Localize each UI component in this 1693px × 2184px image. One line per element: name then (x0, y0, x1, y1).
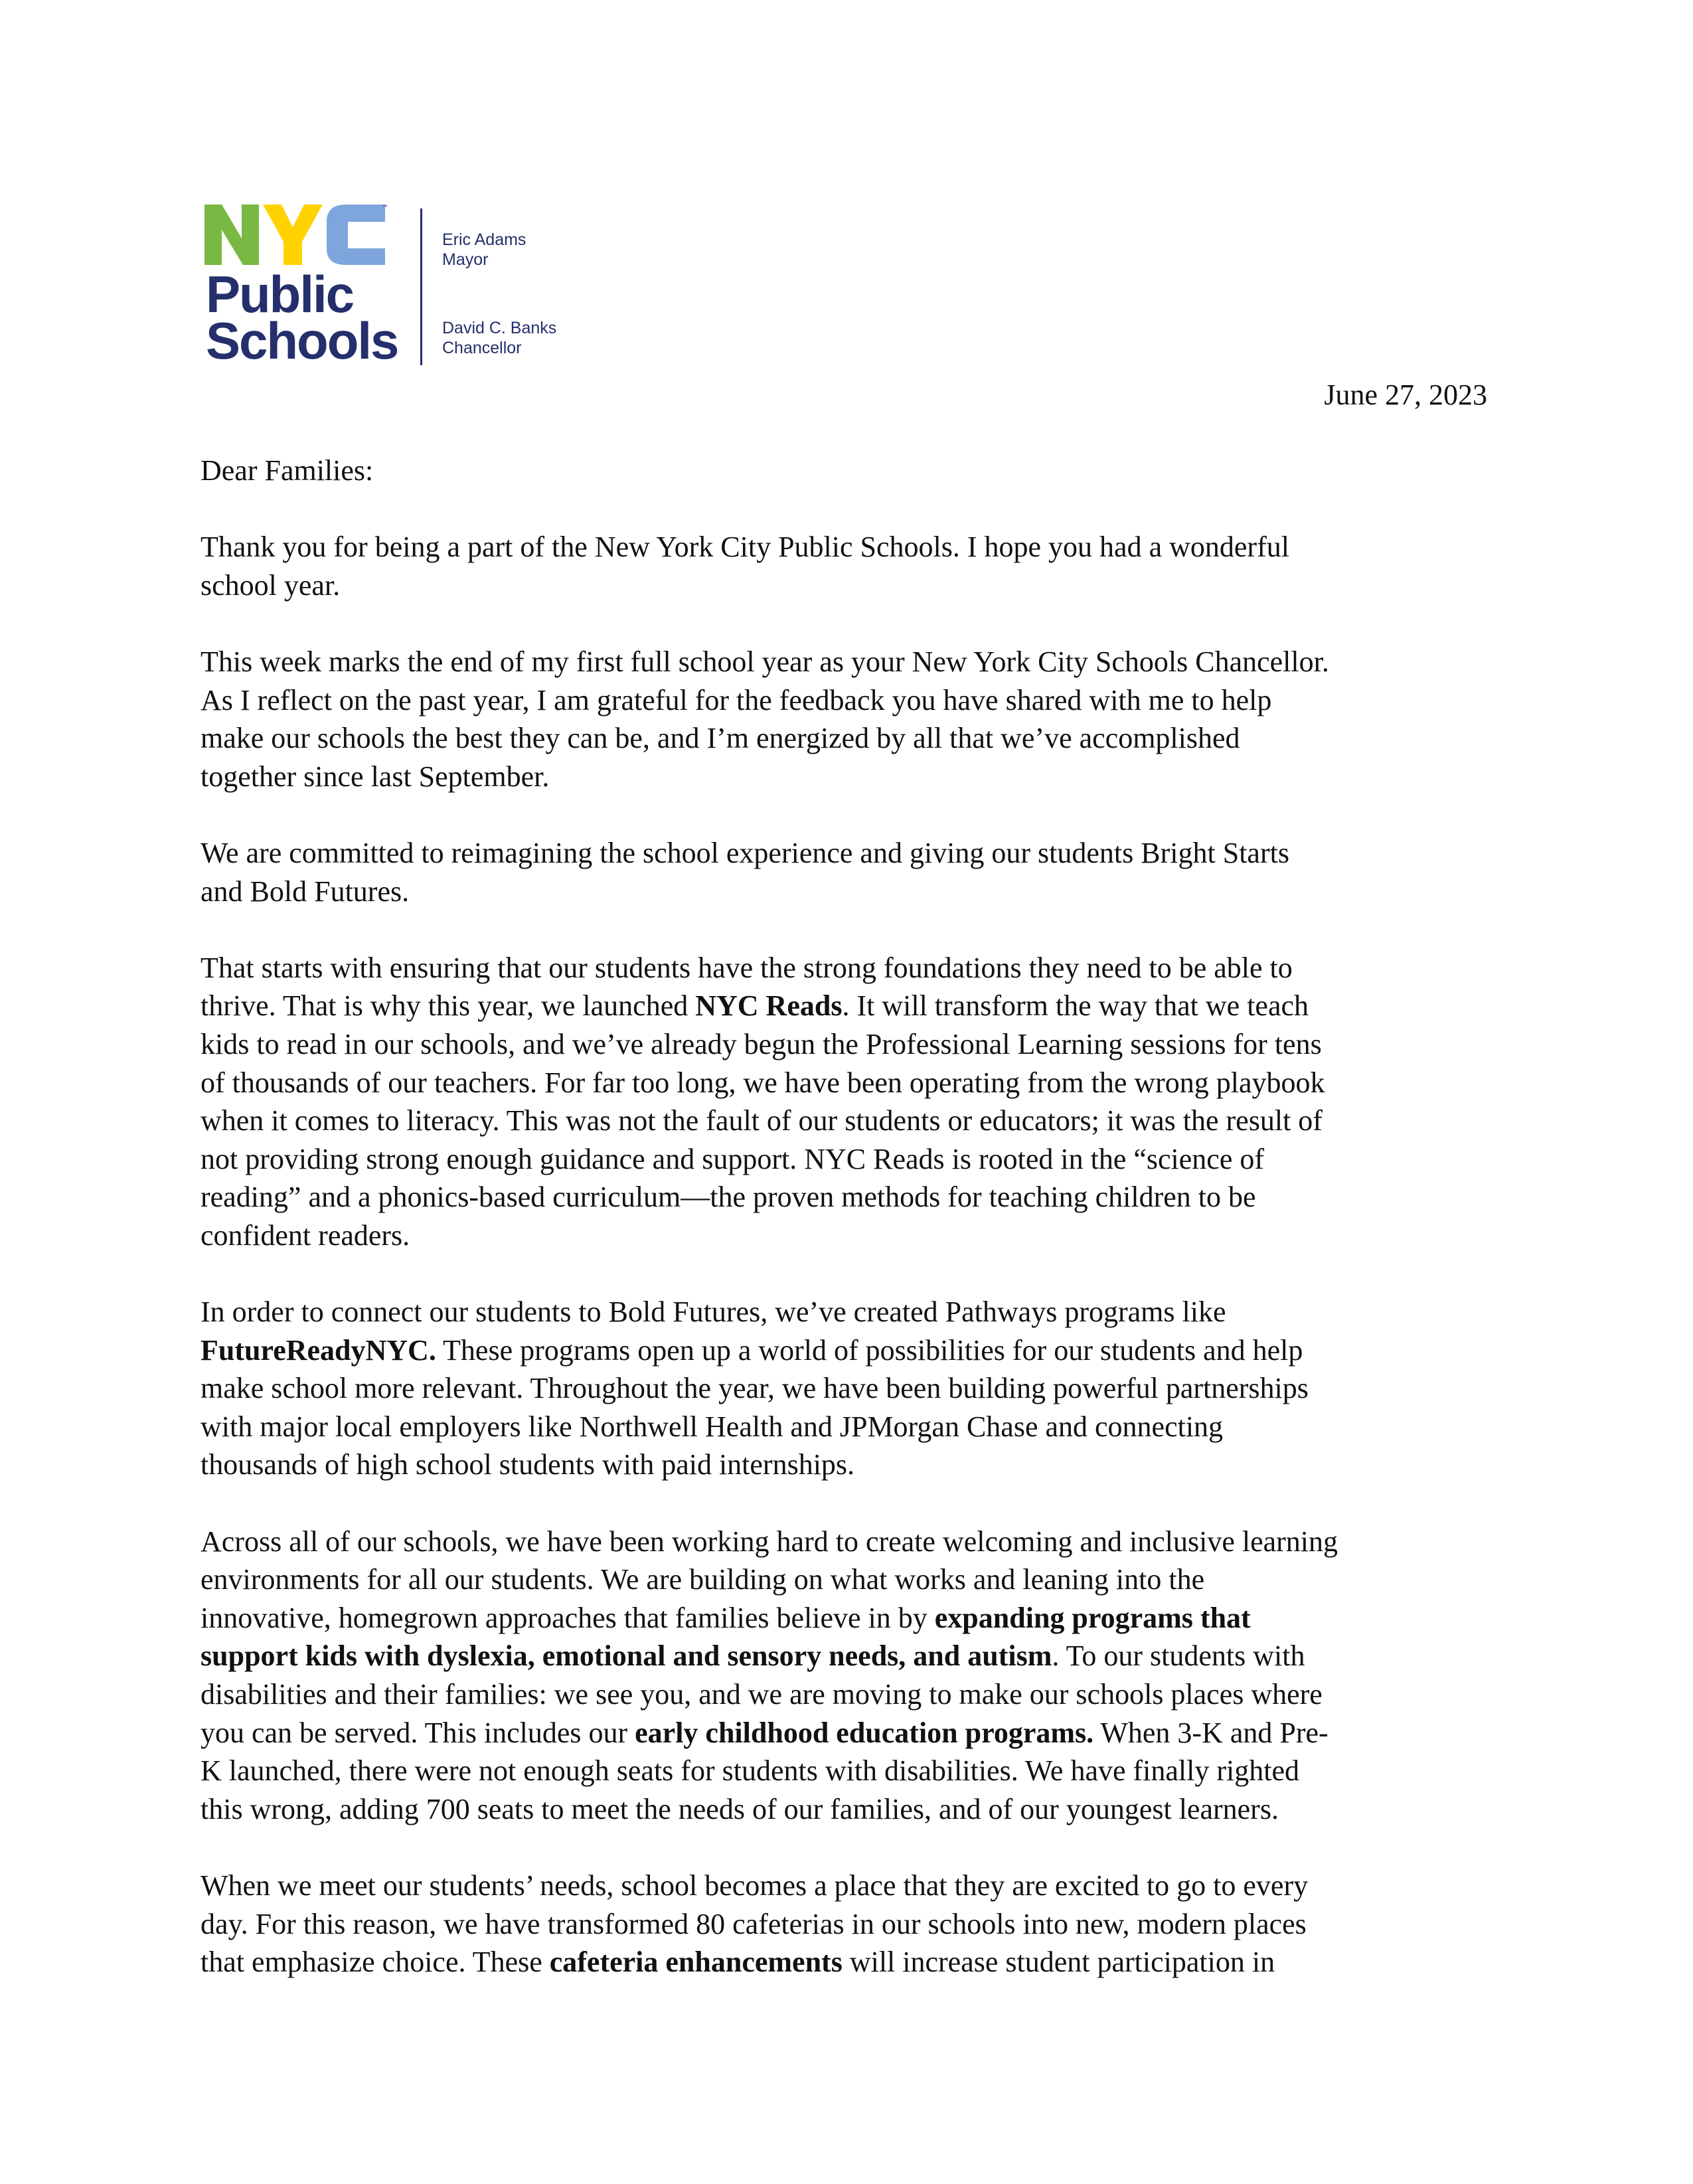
text-line (201, 1293, 1522, 1331)
text-segment: In order to connect our students to Bold Futures, we’ve created Pathways programs like (201, 1296, 1226, 1329)
bold-text: support kids with dyslexia, emotional and sensory needs, and autism (201, 1639, 1052, 1673)
bold-text: NYC Reads (695, 989, 843, 1023)
nyc-logo-icon (204, 202, 387, 268)
text-segment: reading” and a phonics-based curriculum—the proven methods for teaching children to be (201, 1181, 1256, 1214)
logo-schools-text: Schools (206, 311, 398, 370)
text-segment: together since last September. (201, 760, 550, 793)
paragraph (201, 1867, 1522, 1981)
text-segment: K launched, there were not enough seats for students with disabilities. We have finally righted (201, 1754, 1299, 1788)
text-line (201, 1560, 1522, 1599)
text-line (201, 1752, 1522, 1790)
bold-text: FutureReadyNYC. (201, 1333, 436, 1367)
text-line (201, 1408, 1522, 1446)
text-line (201, 834, 1522, 873)
bold-text: cafeteria enhancements (549, 1946, 843, 1979)
text-line (201, 1790, 1522, 1829)
text-segment: Thank you for being a part of the New York City Public Schools. I hope you had a wonderful (201, 531, 1289, 564)
text-line (201, 1943, 1522, 1981)
bold-text: early childhood education programs. (635, 1716, 1094, 1749)
text-line (201, 1331, 1522, 1370)
text-segment: . To our students with (1052, 1639, 1305, 1673)
text-line (201, 1714, 1522, 1752)
letter-body (201, 452, 1522, 2019)
paragraph (201, 643, 1522, 796)
text-line (201, 1905, 1522, 1944)
text-line (201, 681, 1522, 720)
mayor-name: Eric Adams (442, 230, 526, 249)
text-line (201, 1178, 1522, 1217)
text-segment: thrive. That is why this year, we launched (201, 989, 696, 1023)
text-line (201, 719, 1522, 758)
text-line (201, 643, 1522, 681)
paragraph (201, 949, 1522, 1255)
text-segment: These programs open up a world of possibilities for our students and help (436, 1333, 1303, 1367)
text-segment: disabilities and their families: we see you, and we are moving to make our schools places where (201, 1678, 1323, 1711)
text-line (201, 528, 1522, 566)
text-segment: will increase student participation in (842, 1946, 1275, 1979)
text-segment: . It will transform the way that we teach (842, 989, 1309, 1023)
text-segment: this wrong, adding 700 seats to meet the needs of our families, and of our youngest learners. (201, 1792, 1279, 1825)
paragraph (201, 1523, 1522, 1829)
text-segment: kids to read in our schools, and we’ve already begun the Professional Learning sessions for tens (201, 1027, 1322, 1060)
text-line (201, 1025, 1522, 1064)
text-segment: We are committed to reimagining the school experience and giving our students Bright Starts (201, 836, 1289, 869)
text-segment: make school more relevant. Throughout the year, we have been building powerful partnerships (201, 1372, 1309, 1405)
text-line (201, 1369, 1522, 1408)
letter-date: June 27, 2023 (1324, 378, 1487, 411)
paragraph (201, 528, 1522, 604)
letter-paragraphs (201, 528, 1522, 1981)
letterhead (204, 202, 603, 375)
text-line (201, 1217, 1522, 1255)
text-segment: As I reflect on the past year, I am grateful for the feedback you have shared with me to help (201, 683, 1272, 716)
text-line (201, 1523, 1522, 1561)
text-line (201, 1064, 1522, 1102)
text-line (201, 1867, 1522, 1905)
paragraph (201, 834, 1522, 910)
text-segment: of thousands of our teachers. For far too long, we have been operating from the wrong playbook (201, 1066, 1325, 1099)
text-segment: confident readers. (201, 1218, 410, 1252)
nyc-public-schools-logo (204, 202, 397, 368)
text-segment: innovative, homegrown approaches that families believe in by (201, 1601, 935, 1634)
text-line (201, 566, 1522, 605)
text-line (201, 1446, 1522, 1484)
text-segment: When we meet our students’ needs, school becomes a place that they are excited to go to every (201, 1869, 1309, 1902)
text-line (201, 949, 1522, 987)
text-segment: make our schools the best they can be, and I’m energized by all that we’ve accomplished (201, 722, 1240, 755)
text-segment: Across all of our schools, we have been working hard to create welcoming and inclusive learning (201, 1525, 1338, 1558)
text-line (201, 987, 1522, 1025)
text-segment: day. For this reason, we have transformed 80 cafeterias in our schools into new, modern places (201, 1907, 1307, 1940)
text-segment: That starts with ensuring that our students have the strong foundations they need to be able to (201, 951, 1293, 984)
bold-text: expanding programs that (934, 1601, 1251, 1634)
text-line (201, 1102, 1522, 1140)
text-segment: school year. (201, 568, 341, 602)
text-segment: when it comes to literacy. This was not the fault of our students or educators; it was the result of (201, 1104, 1323, 1137)
officials-block (442, 230, 556, 358)
text-segment: that emphasize choice. These (201, 1946, 550, 1979)
text-segment: with major local employers like Northwell Health and JPMorgan Chase and connecting (201, 1410, 1224, 1443)
text-line (201, 1637, 1522, 1675)
text-segment: not providing strong enough guidance and support. NYC Reads is rooted in the “science of (201, 1142, 1265, 1175)
text-line (201, 1675, 1522, 1714)
paragraph (201, 1293, 1522, 1484)
logo-public-text: Public (206, 265, 354, 323)
text-segment: This week marks the end of my first full school year as your New York City Schools Chancellor. (201, 645, 1329, 678)
letterhead-divider (420, 209, 422, 365)
text-line (201, 873, 1522, 911)
text-line (201, 1140, 1522, 1179)
text-segment: and Bold Futures. (201, 875, 410, 908)
chancellor-title: Chancellor (442, 339, 522, 357)
text-segment: environments for all our students. We are building on what works and leaning into the (201, 1563, 1205, 1596)
text-segment: When 3-K and Pre- (1093, 1716, 1329, 1749)
svg-text:™: ™ (382, 204, 388, 210)
text-line (201, 758, 1522, 796)
text-segment: you can be served. This includes our (201, 1716, 635, 1749)
mayor-title: Mayor (442, 250, 489, 269)
salutation: Dear Families: (201, 454, 374, 487)
text-line (201, 1599, 1522, 1638)
chancellor-name: David C. Banks (442, 319, 557, 337)
text-segment: thousands of high school students with paid internships. (201, 1448, 855, 1481)
